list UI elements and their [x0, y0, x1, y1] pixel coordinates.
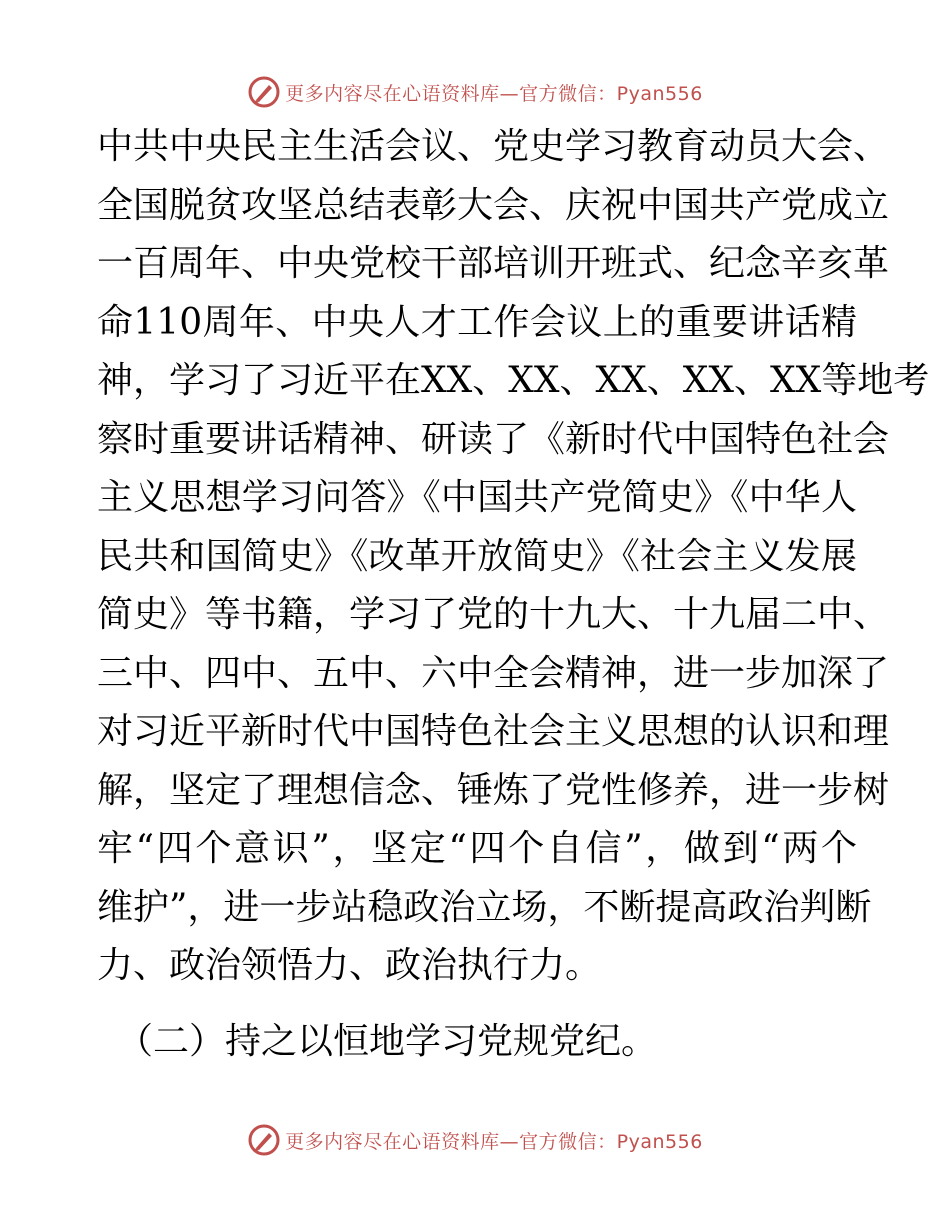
body-line: 维护”，进一步站稳政治立场，不断提高政治判断 [97, 886, 872, 928]
header-watermark [0, 72, 950, 112]
body-line: 民共和国简史》《改革开放简史》《社会主义发展 [97, 535, 857, 577]
section-heading: （二）持之以恒地学习党规党纪。 [117, 1020, 658, 1062]
body-line: 全国脱贫攻坚总结表彰大会、庆祝中国共产党成立 [97, 184, 890, 226]
watermark-text: 更多内容尽在心语资料库—官方微信：Pyan556 [285, 1130, 703, 1153]
body-line: 解，坚定了理想信念、锤炼了党性修养，进一步树 [97, 769, 890, 811]
body-line: 简史》等书籍，学习了党的十九大、十九届二中、 [97, 594, 890, 635]
body-line: 中共中央民主生活会议、党史学习教育动员大会、 [97, 126, 890, 167]
body-line: 神，学习了习近平在XX、XX、XX、XX、XX等地考 [97, 360, 930, 401]
body-line: 对习近平新时代中国特色社会主义思想的认识和理 [97, 711, 890, 752]
body-line: 三中、四中、五中、六中全会精神，进一步加深了 [97, 652, 890, 694]
body-line: 主义思想学习问答》《中国共产党简史》《中华人 [97, 477, 857, 518]
body-line: 牢“四个意识”，坚定“四个自信”，做到“两个 [97, 828, 857, 869]
body-line: 察时重要讲话精神、研读了《新时代中国特色社会 [97, 418, 890, 460]
pen-logo-icon [247, 1123, 281, 1157]
watermark-text: 更多内容尽在心语资料库—官方微信：Pyan556 [285, 82, 703, 105]
body-line: 命110周年、中央人才工作会议上的重要讲话精 [97, 301, 857, 343]
pen-logo-icon [247, 75, 281, 109]
body-line: 一百周年、中央党校干部培训开班式、纪念辛亥革 [97, 243, 890, 284]
body-line: 力、政治领悟力、政治执行力。 [97, 945, 602, 986]
document-body [97, 118, 930, 1072]
footer-watermark [0, 1120, 950, 1160]
